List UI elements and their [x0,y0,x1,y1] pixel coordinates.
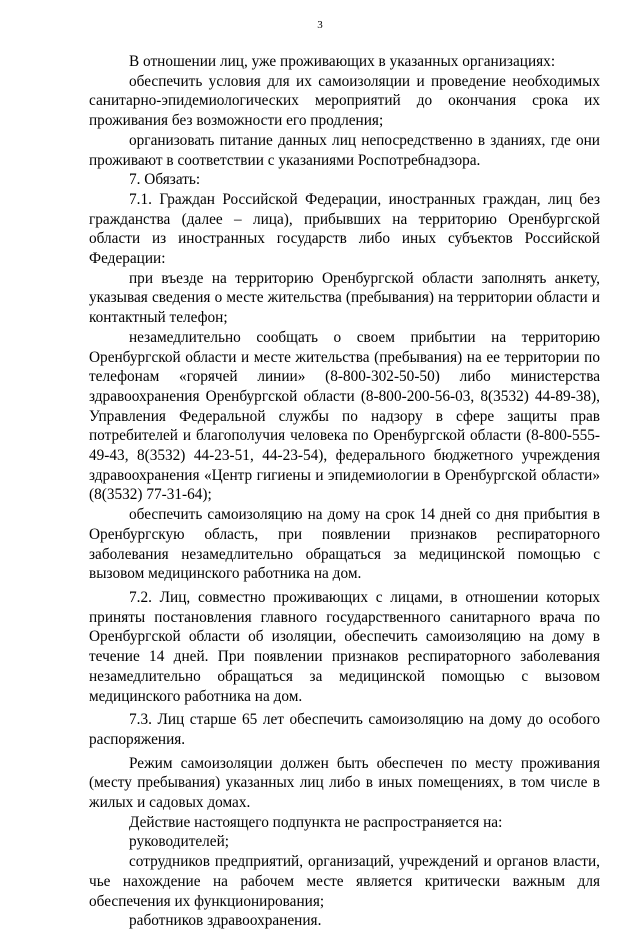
paragraph-existing-residents: В отношении лиц, уже проживающих в указанных организациях: [129,53,556,70]
paragraph-exception-healthcare: работников здравоохранения. [129,912,322,930]
paragraph-7-3: 7.3. Лиц старше 65 лет обеспечить самоизоляцию на дому до особого распоряжения. [89,711,600,748]
paragraph-meals-organization: организовать питание данных лиц непосредственно в зданиях, где они проживают в соответствии с указаниями Роспотребнадзора. [89,131,600,169]
paragraph-7-2: 7.2. Лиц, совместно проживающих с лицами, в отношении которых приняты постановления главного государственного санитарного врача по Оренбургской области об изоляции, обеспечить самоизоляцию на дому в течение 14 дней. При появлении признаков респираторного заболевания незамедлительно обращаться за медицинской помощью с вызовом медицинского работника на дом. [89,588,600,705]
paragraph-section-7: 7. Обязать: [129,171,201,189]
paragraph-exceptions-intro: Действие настоящего подпункта не распространяется на: [129,813,503,831]
paragraph-7-1: 7.1. Граждан Российской Федерации, иностранных граждан, лиц без гражданства (далее – лица), прибывших на территорию Оренбургской области из иностранных государств либо иных субъектов Российской Федерации: [89,190,600,268]
paragraph-hotline: незамедлительно сообщать о своем прибытии на территорию Оренбургской области и месте жительства (пребывания) на ее территории по телефонам «горячей линии» (8-800-302-50-50) либо министерства здравоохранения Оренбургской области (8-800-200-56-03, 8(3532) 44-89-38), Управления Федеральной службы по надзору в сфере защиты прав потребителей и благополучия человека по Оренбургской области (8-800-555-49-43, 8(3532) 44-23-51, 44-23-54), федерального бюджетного учреждения здравоохранения «Центр гигиены и эпидемиологии в Оренбургской области» (8(3532) 77-31-64); [89,328,600,504]
paragraph-exception-managers: руководителей; [129,833,230,851]
paragraph-self-isolation-conditions: обеспечить условия для их самоизоляции и проведение необходимых санитарно-эпидемиологических мероприятий до окончания срока их проживания без возможности его продления; [89,72,600,130]
document-body [89,52,600,931]
paragraph-questionnaire: при въезде на территорию Оренбургской области заполнять анкету, указывая сведения о месте жительства (пребывания) на территории области и контактный телефон; [89,269,600,327]
page-number: 3 [317,19,323,31]
paragraph-home-isolation-14-days: обеспечить самоизоляцию на дому на срок 14 дней со дня прибытия в Оренбургскую область, при появлении признаков респираторного заболевания незамедлительно обращаться за медицинской помощью с вызовом медицинского работника на дом. [89,506,600,583]
paragraph-exception-critical-staff: сотрудников предприятий, организаций, учреждений и органов власти, чье нахождение на рабочем месте является критически важным для обеспечения их функционирования; [89,853,600,910]
paragraph-isolation-regime: Режим самоизоляции должен быть обеспечен по месту проживания (месту пребывания) указанных лиц либо в иных помещениях, в том числе в жилых и садовых домах. [89,754,600,812]
